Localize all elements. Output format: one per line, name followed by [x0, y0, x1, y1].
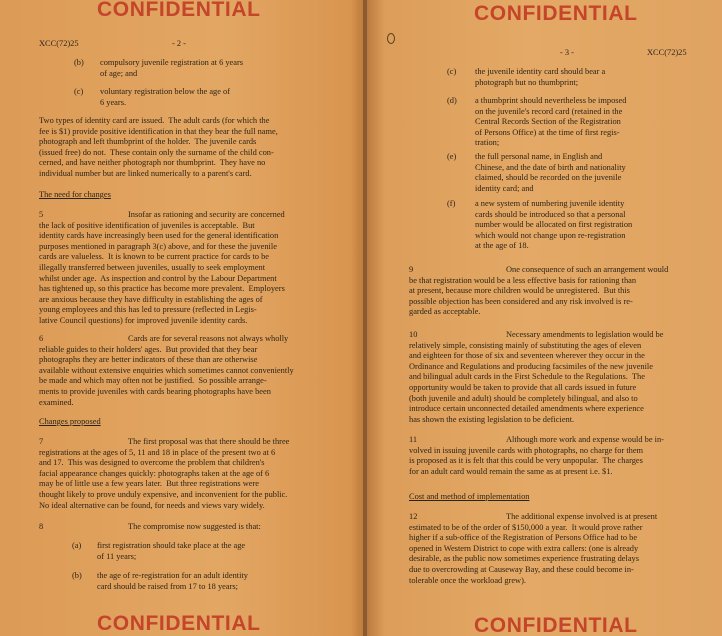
- paragraph-number: 5: [39, 210, 44, 219]
- item-text: the full personal name, in English and Chinese, and the date of birth and nationality claimed, should be recorded on the juvenile identity card; and: [475, 152, 626, 193]
- confidential-stamp-top: CONFIDENTIAL: [97, 0, 261, 21]
- paragraph-number: 6: [39, 334, 44, 343]
- item-label: (c): [74, 87, 84, 96]
- item-text: the juvenile identity card should bear a photograph but no thumbprint;: [475, 67, 606, 87]
- right-page: [367, 0, 722, 636]
- paragraph-first-line: Necessary amendments to legislation would be: [506, 330, 664, 339]
- paragraph-first-line: The compromise now suggested is that:: [128, 522, 261, 531]
- item-label: (e): [447, 152, 457, 161]
- paragraph-number: 10: [409, 330, 418, 339]
- item-text: compulsory juvenile registration at 6 years of age; and: [100, 58, 244, 78]
- paragraph-card-types: Two types of identity card are issued. The adult cards (for which the fee is $1) provide positive identification in that they bear the full name, photograph and left thumbprint of the holder. The juvenile cards (issued free) do not. These contain only the surname of the child con- cerned, and have neither photograph nor thumbprint. They have no individual number but are linked numerically to a parent's card.: [39, 116, 278, 178]
- item-label: (d): [447, 96, 457, 105]
- paragraph-body: reliable guides to their holders' ages. But provided that they bear photographs they are better indicators of these than are otherwise available without extensive enquiries which sometimes cannot conveniently be made and which may often not be justified. So possible arrange- ments to provide juveniles with cards bearing photographs have been examined.: [39, 344, 294, 407]
- punch-hole-mark: [387, 33, 395, 44]
- item-label: (b): [74, 58, 84, 67]
- confidential-stamp-top: CONFIDENTIAL: [474, 2, 638, 25]
- paragraph-first-line: Insofar as rationing and security are concerned: [128, 210, 285, 219]
- item-text: first registration should take place at the age of 11 years;: [97, 541, 246, 561]
- paragraph-body: relatively simple, consisting mainly of substituting the ages of eleven and eighteen for those of six and seventeen wherever they occur in the Ordinance and Regulations and producing facsimiles of the new juvenile and bilingual adult cards in the First Schedule to the Regulations. The opportunity would be taken to provide that all cards issued in future (both juvenile and adult) should be completely bilingual, and also to introduce certain unconnected detailed amendments where experience has shown the existing legislation to be deficient.: [409, 340, 653, 424]
- page-number: - 2 -: [172, 39, 186, 48]
- paragraph-body: estimated to be of the order of $150,000 a year. It would prove rather higher if a sub-office of the Registration of Persons Office had to be opened in Western District to cope with extra callers: (one is already desirable, as the public now sometimes experience frustrating delays due to overcrowding at Causeway Bay, and these could become in- tolerable once the workload grew).: [409, 522, 643, 585]
- paragraph-number: 11: [409, 435, 418, 444]
- paragraph-first-line: Although more work and expense would be in-: [506, 435, 664, 444]
- paragraph-first-line: The first proposal was that there should be three: [128, 437, 290, 446]
- item-label: (f): [447, 199, 456, 208]
- item-label: (a): [72, 541, 82, 550]
- paragraph-number: 9: [409, 265, 414, 274]
- item-text: a thumbprint should nevertheless be imposed on the juvenile's record card (retained in the Central Records Section of the Registration of Persons Office) at the time of first regis- tration;: [475, 96, 627, 148]
- paragraph-first-line: One consequence of such an arrangement would: [506, 265, 669, 274]
- document-reference: XCC(72)25: [39, 39, 79, 48]
- paragraph-body: be that registration would be a less effective basis for rationing than at present, because more children would be unregistered. But this possible objection has been considered and any risk involved is re- garded as acceptable.: [409, 275, 637, 317]
- heading-changes-proposed: Changes proposed: [39, 417, 101, 426]
- paragraph-first-line: The additional expense involved is at present: [506, 512, 658, 521]
- item-text: a new system of numbering juvenile identity cards should be introduced so that a personal number would be allocated on first registration which would not change upon re-registration at the age of 18.: [475, 199, 633, 251]
- page-number: - 3 -: [560, 48, 574, 57]
- paragraph-number: 8: [39, 522, 44, 531]
- heading-need-for-changes: The need for changes: [39, 190, 111, 199]
- document-reference: XCC(72)25: [647, 48, 687, 57]
- paragraph-number: 7: [39, 437, 44, 446]
- item-text: voluntary registration below the age of 6 years.: [100, 87, 231, 107]
- paragraph-body: the lack of positive identification of juveniles is acceptable. But identity cards have increasingly been used for the general identification purposes mentioned in paragraph 3(c) above, and for these the juvenile cards are valueless. It is known to be current practice for cards to be illegally transferred between juveniles, usually to seek employment whilst under age. As inspection and control by the Labour Department has tightened up, so this practice has become more prevalent. Employers are anxious because they have difficulty in establishing the ages of young employees and this has led to pressure (reflected in Legis- lative Council questions) for improved juvenile identity cards.: [39, 220, 285, 325]
- paragraph-first-line: Cards are for several reasons not always wholly: [128, 334, 289, 343]
- paragraph-body: volved in issuing juvenile cards with photographs, no charge for them is proposed as it is felt that this could be very unpopular. The charges for an adult card would remain the same as at present i.e. $1.: [409, 445, 644, 476]
- confidential-stamp-bottom: CONFIDENTIAL: [97, 612, 261, 635]
- item-label: (c): [447, 67, 457, 76]
- item-text: the age of re-registration for an adult identity card should be raised from 17 to 18 years;: [97, 571, 248, 591]
- paragraph-body: registrations at the ages of 5, 11 and 18 in place of the present two at 6 and 17. This was designed to overcome the problem that children's facial appearance changes quickly: photographs taken at the age of 6 may be of little use a few years later. But three registrations were thought likely to prove unduly expensive, and inconvenient for the public. No ideal alternative can be found, for needs and views vary widely.: [39, 447, 288, 510]
- paragraph-number: 12: [409, 512, 418, 521]
- item-label: (b): [72, 571, 82, 580]
- heading-cost-and-method: Cost and method of implementation: [409, 492, 530, 501]
- confidential-stamp-bottom: CONFIDENTIAL: [474, 614, 638, 636]
